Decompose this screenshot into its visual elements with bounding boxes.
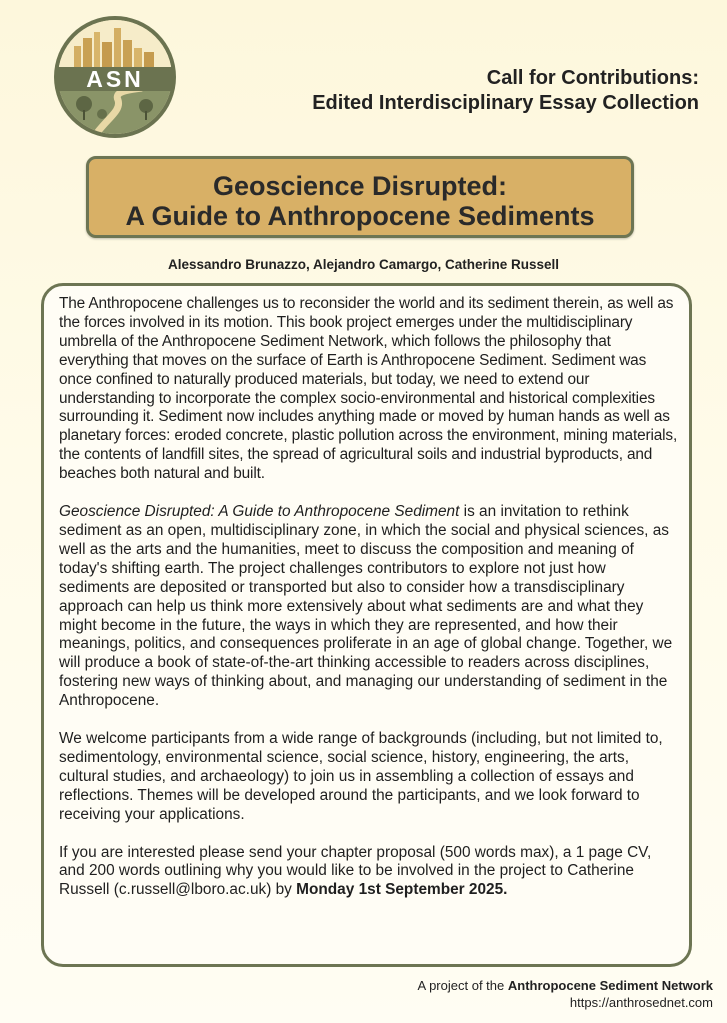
call-for-contributions	[312, 66, 699, 116]
book-title-box	[86, 156, 634, 238]
paragraph-invitation-text: is an invitation to rethink sediment as an open, multidisciplinary zone, in which the social and physical sciences, as well as the arts and the humanities, meet to discuss the composition and meaning of today's shifting earth. The project challenges contributors to explore not just how sediments are deposited or transported but also to consider how a transdisciplinary approach can help us think more extensively about what sediments are and what they might become in the future, the ways in which they are represented, and how their meanings, politics, and consequences proliferate in an age of global change. Together, we will produce a book of state-of-the-art thinking accessible to readers across disciplines, fostering new ways of thinking about, and managing our understanding of sediment in the Anthropocene.	[59, 503, 673, 710]
footer-network-name: Anthropocene Sediment Network	[507, 978, 713, 993]
footer-project-line	[418, 977, 713, 994]
body-text-box	[41, 283, 692, 967]
submission-text: If you are interested please send your chapter proposal (500 words max), a 1 page CV, and 200 words outlining why you would like to be involved in the project to Catherine Russell (c.russell@lboro.ac.uk) by	[59, 843, 652, 899]
title-line-2: A Guide to Anthropocene Sediments	[125, 201, 595, 231]
footer	[418, 977, 713, 1011]
title-line-1: Geoscience Disrupted:	[212, 171, 508, 201]
call-line-2: Edited Interdisciplinary Essay Collection	[312, 92, 699, 114]
authors: Alessandro Brunazzo, Alejandro Camargo, Catherine Russell	[167, 257, 560, 272]
book-title-italic: Geoscience Disrupted: A Guide to Anthropocene Sediment	[59, 503, 460, 521]
deadline: Monday 1st September 2025.	[296, 881, 508, 899]
footer-prefix: A project of the	[417, 978, 508, 993]
call-line-1: Call for Contributions:	[486, 67, 699, 89]
paragraph-invitation	[59, 503, 679, 711]
asn-logo	[52, 14, 178, 140]
asn-logo-graphic	[52, 14, 178, 140]
svg-text:ASN: ASN	[86, 66, 144, 92]
paragraph-submission	[59, 844, 679, 901]
footer-url[interactable]: https://anthrosednet.com	[569, 995, 713, 1010]
paragraph-intro: The Anthropocene challenges us to reconsider the world and its sediment therein, as well as the forces involved in its motion. This book project emerges under the multidisciplinary umbrella of the Anthropocene Sediment Network, which follows the philosophy that everything that moves on the surface of Earth is Anthropocene Sediment. Sediment was once confined to naturally produced materials, but today, we need to extend our understanding to incorporate the complex socio-environmental and historical complexities surrounding it. Sediment now includes anything made or moved by human hands as well as planetary forces: eroded concrete, plastic pollution across the environment, mining materials, the contents of landfill sites, the spread of agricultural soils and industrial byproducts, and beaches both natural and built.	[59, 295, 678, 483]
paragraph-welcome: We welcome participants from a wide range of backgrounds (including, but not limited to, sedimentology, environmental science, social science, history, engineering, the arts, cultural studies, and archaeology) to join us in assembling a collection of essays and reflections. Themes will be developed around the participants, and we look forward to receiving your applications.	[59, 730, 663, 823]
